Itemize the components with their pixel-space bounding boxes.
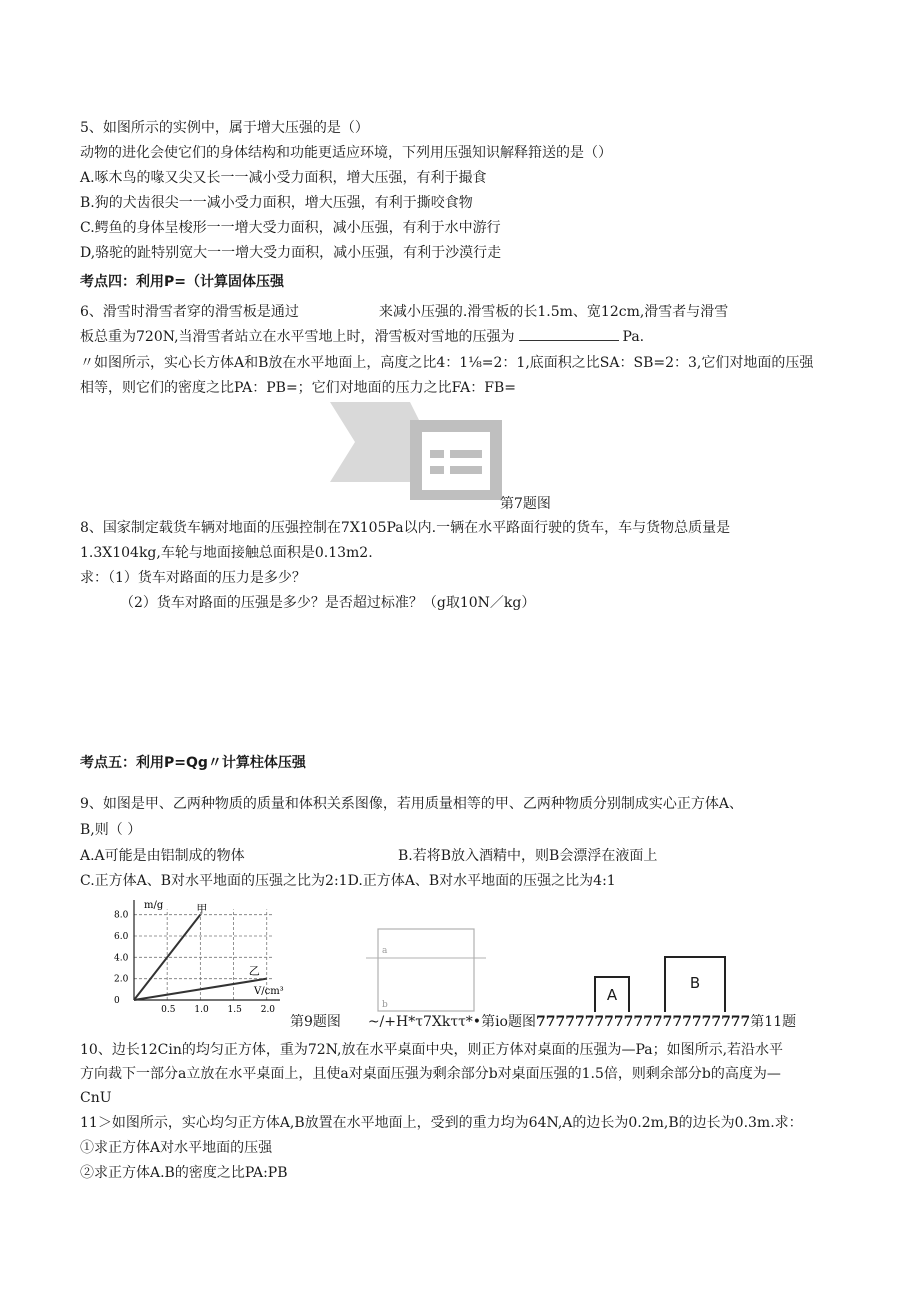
q9-option-b: B.若将B放入酒精中，则B会漂浮在液面上 (398, 848, 658, 864)
chart-y-tick-label: 2.0 (114, 974, 129, 985)
chart-x-tick-label: 0.5 (161, 1005, 176, 1015)
q6-part-1: 6、滑雪时滑雪者穿的滑雪板是通过 (80, 304, 299, 320)
chart-x-axis-label: V/cm³ (254, 986, 284, 997)
section-5-heading: 考点五：利用P=Qg〃计算柱体压强 (80, 755, 306, 771)
q10-line-2: 方向裁下一部分a立放在水平桌面上，且使a对桌面压强为剩余部分b对桌面压强的1.5倍，则剩余部分b的高度为— (80, 1066, 781, 1082)
q10-label-b: b (382, 1000, 388, 1010)
q9-line-1: 9、如图是甲、乙两种物质的质量和体积关系图像，若用质量相等的甲、乙两种物质分别制成实心正方体A、 (80, 796, 744, 812)
q10-caption-sevens: 7777777777777777777777 (535, 1014, 751, 1030)
q9-option-cd: C.正方体A、B对水平地面的压强之比为2:1D.正方体A、B对水平地面的压强之比为4:1 (80, 873, 616, 889)
q11-caption: 第11题 (750, 1014, 797, 1030)
section-4-heading: 考点四：利用P=（计算固体压强 (80, 274, 284, 290)
placeholder-bar (430, 466, 444, 474)
q9-line-2: B,则（ ） (80, 822, 142, 838)
chart-y-tick-label: 8.0 (114, 910, 129, 921)
q10-cube-outline (378, 929, 474, 1011)
q8-line-4: （2）货车对路面的压强是多少？是否超过标准？（g取10N／kg） (120, 595, 536, 611)
placeholder-bar (430, 450, 444, 458)
q10-label-a: a (382, 946, 388, 956)
chart-x-tick-label: 1.0 (194, 1005, 209, 1015)
q5-option-b: B.狗的犬齿很尖一一减小受力面积，增大压强，有利于撕咬食物 (80, 195, 473, 211)
q10-line-1: 10、边长12Cin的均匀正方体，重为72N,放在水平桌面中央，则正方体对桌面的压强为—Pa；如图所示,若沿水平 (80, 1042, 784, 1058)
chart-y-axis-label: m/g (144, 900, 164, 911)
q11-cube-b-label: B (689, 974, 701, 992)
q10-caption: ~/+H*τ7Xkττ*•第io题图 (367, 1014, 536, 1030)
chart-series-label-jia: 甲 (196, 902, 208, 916)
q11-cube-b (664, 956, 726, 1012)
q11-line-1: 11＞如图所示，实心均匀正方体A,B放置在水平地面上，受到的重力均为64N,A的边长为0.2m,B的边长为0.3m.求： (80, 1115, 803, 1131)
q7-line-2: 相等，则它们的密度之比PA：PB=；它们对地面的压力之比FA：FB= (80, 380, 517, 396)
figure-captions-row (290, 1012, 796, 1032)
q11-cube-a (594, 976, 630, 1012)
q6-line-1 (80, 302, 728, 322)
q5-stem: 动物的进化会使它们的身体结构和功能更适应环境，下列用压强知识解释箝送的是（） (80, 145, 612, 161)
chart-x-tick-label: 1.5 (227, 1005, 242, 1015)
q9-mass-volume-chart (110, 896, 290, 1018)
q7-figure-placeholder (330, 402, 510, 502)
q5-option-d: D,骆驼的趾特别宽大一一增大受力面积，减小压强，有利于沙漠行走 (80, 245, 502, 261)
chart-y-tick-label: 6.0 (114, 932, 129, 942)
q6-line-2a: 板总重为720N,当滑雪者站立在水平雪地上时，滑雪板对雪地的压强为 (80, 329, 515, 345)
q5-option-c: C.鳄鱼的身体呈梭形一一增大受力面积，减小压强，有利于水中游行 (80, 220, 501, 236)
q6-part-2: 来减小压强的.滑雪板的长1.5m、宽12cm,滑雪者与滑雪 (378, 304, 729, 320)
q8-line-1: 8、国家制定载货车辆对地面的压强控制在7X105Pa以内.一辆在水平路面行驶的货车，车与货物总质量是 (80, 520, 731, 536)
q11-line-2: ①求正方体A对水平地面的压强 (80, 1140, 273, 1156)
chart-series-label-yi: 乙 (248, 964, 260, 978)
placeholder-bar (450, 450, 482, 458)
q7-caption: 第7题图 (500, 496, 551, 512)
q11-line-3: ②求正方体A.B的密度之比PA:PB (80, 1165, 288, 1181)
q6-line-2 (80, 327, 644, 347)
q10-cube-figure (364, 925, 489, 1015)
q7-line-1: 〃如图所示，实心长方体A和B放在水平地面上，高度之比4：1⅛=2：1,底面积之比SA：SB=2：3,它们对地面的压强 (80, 355, 814, 371)
q8-line-3: 求：（1）货车对路面的压力是多少？ (80, 570, 306, 586)
q5-title: 5、如图所示的实例中，属于增大压强的是（） (80, 120, 369, 136)
chart-y-tick-label: 4.0 (114, 953, 129, 964)
chart-x-tick-label: 2.0 (260, 1005, 276, 1015)
placeholder-doc-inner (422, 432, 490, 490)
q10-line-3: CnU (80, 1090, 112, 1106)
q9-caption: 第9题图 (290, 1014, 341, 1030)
q6-line-2b: Pa. (622, 329, 645, 345)
chart-series-line-yi (134, 979, 267, 1000)
placeholder-bar (450, 466, 482, 474)
chart-grid (134, 909, 273, 1000)
chart-y-tick-label: 0 (114, 996, 120, 1006)
q6-blank-2[interactable] (519, 340, 619, 341)
q8-line-2: 1.3X104kg,车轮与地面接触总面积是0.13m2. (80, 545, 373, 561)
q5-option-a: A.啄木鸟的喙又尖又长一一减小受力面积，增大压强，有利于撮食 (80, 170, 487, 186)
q11-cube-a-label: A (606, 986, 618, 1004)
q9-option-a: A.A可能是由铝制成的物体 (80, 848, 245, 864)
